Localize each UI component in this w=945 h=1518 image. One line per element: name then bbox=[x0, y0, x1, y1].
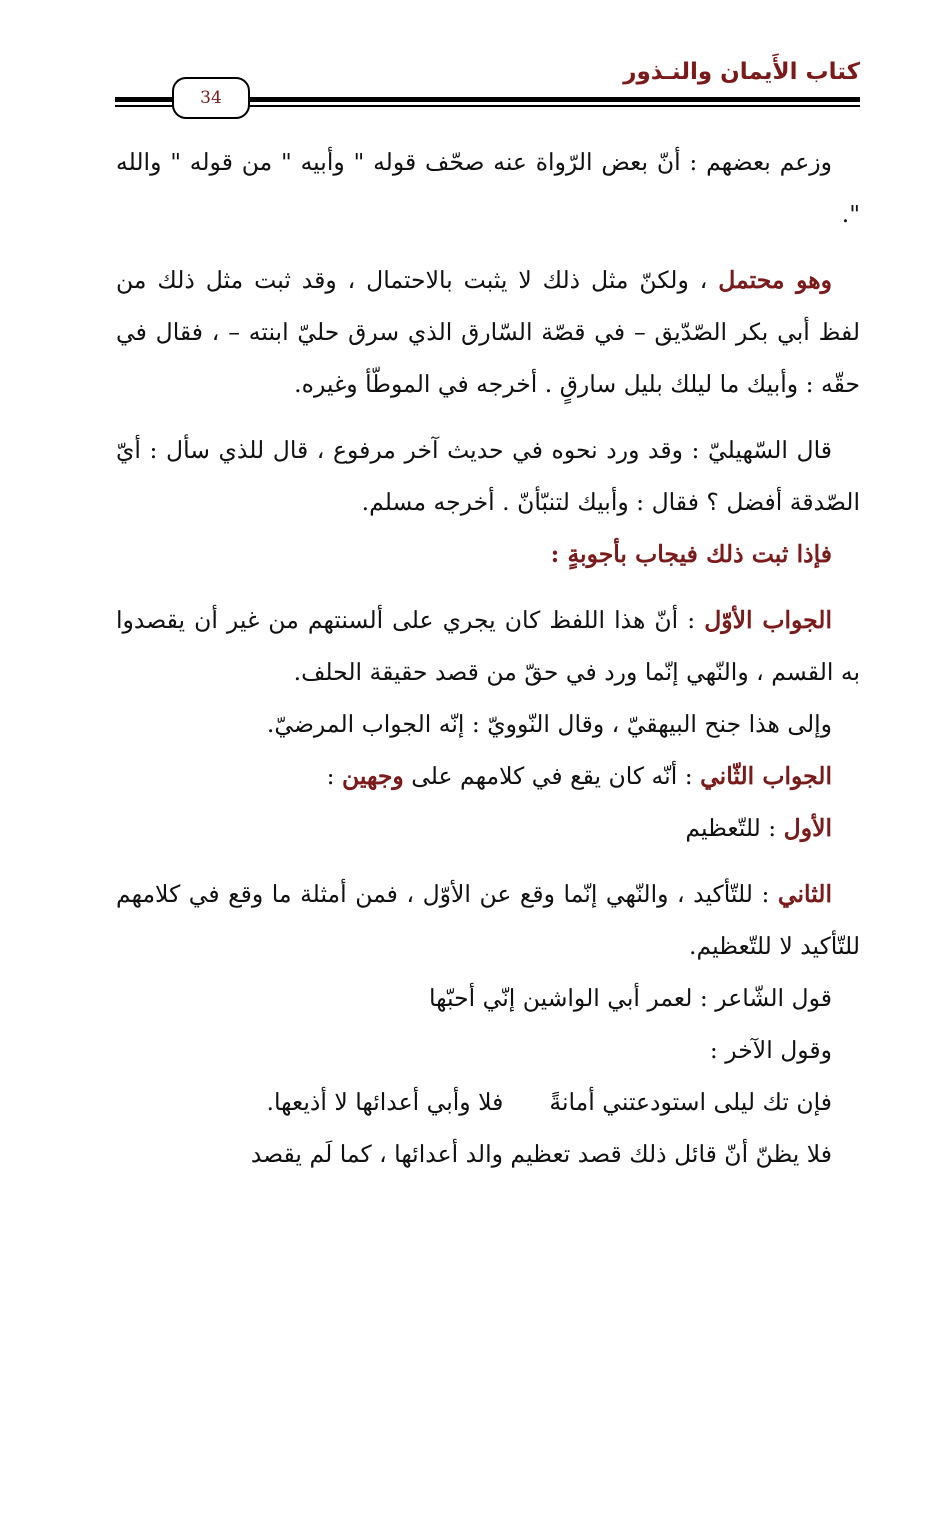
paragraph-text: : للتّعظيم bbox=[685, 814, 784, 842]
page-header bbox=[115, 55, 860, 115]
page-number: 34 bbox=[172, 77, 250, 119]
paragraph-text: : للتّأكيد ، والنّهي إنّما وقع عن الأوّل ، فمن أمثلة ما وقع في كلامهم للتّأكيد لا للتّعظيم. bbox=[116, 880, 860, 960]
paragraph bbox=[116, 254, 860, 410]
paragraph bbox=[116, 802, 860, 854]
paragraph bbox=[116, 594, 860, 698]
paragraph-text: : bbox=[326, 762, 343, 790]
paragraph-text: : أنّه كان يقع في كلامهم على bbox=[403, 762, 701, 790]
highlighted-phrase: الجواب الأوّل bbox=[704, 606, 832, 634]
paragraph: وإلى هذا جنح البيهقيّ ، وقال النّوويّ : إنّه الجواب المرضيّ. bbox=[266, 710, 832, 738]
paragraph: وقول الآخر : bbox=[709, 1036, 832, 1064]
highlighted-phrase: وجهين bbox=[342, 762, 404, 790]
verse-second-hemistich: فلا وأبي أعدائها لا أذيعها. bbox=[266, 1088, 504, 1116]
paragraph: وزعم بعضهم : أنّ بعض الرّواة عنه صحّف قوله " وأبيه " من قوله " والله ". bbox=[116, 148, 860, 228]
highlighted-phrase: وهو محتمل bbox=[718, 266, 833, 294]
poetry-verse bbox=[116, 1076, 860, 1128]
paragraph: قول الشّاعر : لعمر أبي الواشين إنّي أحبّها bbox=[429, 984, 832, 1012]
paragraph: فلا يظنّ أنّ قائل ذلك قصد تعظيم والد أعدائها ، كما لَم يقصد bbox=[250, 1140, 832, 1168]
highlighted-phrase: الثاني bbox=[777, 880, 832, 908]
page-body bbox=[116, 136, 860, 1180]
paragraph bbox=[116, 868, 860, 972]
highlighted-phrase: الأول bbox=[783, 814, 832, 842]
book-title: كتاب الأَيمان والنـذور bbox=[623, 59, 860, 85]
verse-first-hemistich: فإن تك ليلى استودعتني أمانةً bbox=[549, 1088, 832, 1116]
paragraph: قال السّهيليّ : وقد ورد نحوه في حديث آخر مرفوع ، قال للذي سأل : أيّ الصّدقة أفضل ؟ فقال : وأبيك لتنبّأنّ . أخرجه مسلم. bbox=[116, 436, 860, 516]
section-heading: فإذا ثبت ذلك فيجاب بأجوبةٍ : bbox=[550, 540, 832, 568]
paragraph-text: ، ولكنّ مثل ذلك لا يثبت بالاحتمال ، وقد ثبت مثل ذلك من لفظ أبي بكر الصّدّيق – في قصّة السّارق الذي سرق حليّ ابنته – ، فقال في حقّه : وأبيك ما ليلك بليل سارقٍ . أخرجه في الموطّأ وغيره. bbox=[116, 266, 860, 398]
highlighted-phrase: الجواب الثّاني bbox=[700, 762, 832, 790]
paragraph bbox=[116, 750, 860, 802]
paragraph-text: : أنّ هذا اللفظ كان يجري على ألسنتهم من غير أن يقصدوا به القسم ، والنّهي إنّما ورد في حقّ من قصد حقيقة الحلف. bbox=[116, 606, 860, 686]
